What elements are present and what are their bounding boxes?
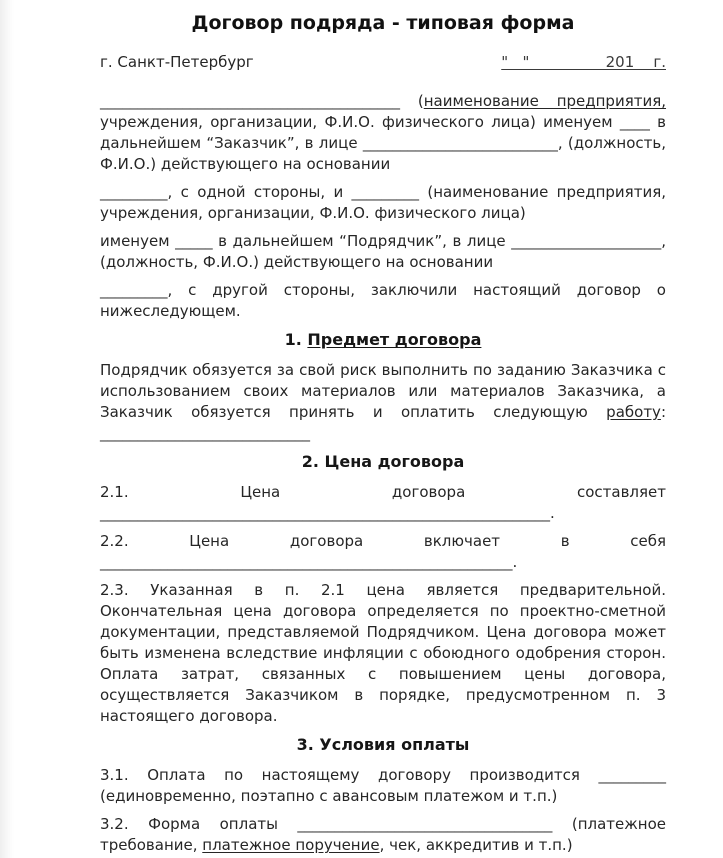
blank-line: ____: [619, 113, 650, 131]
clause-2-3-paragraph: 2.3. Указанная в п. 2.1 цена является предварительной. Окончательная цена договора определяется по проектно-сметной документации, представляемой Подрядчиком. Цена договора может быть изменена вследствие инфляции с обоюдного одобрения сторон. Оплата затрат, связанных с повышением цены договора, осуществляется Заказчиком в порядке, предусмотренном п. 3 настоящего договора.: [100, 581, 666, 725]
blank-line: ____________________: [511, 232, 662, 250]
text-segment: (наименование предприятия, учреждения, организации, Ф.И.О. физического лица): [100, 183, 666, 222]
text-segment: (единовременно, поэтапно с авансовым платежом и т.п.): [100, 787, 558, 805]
preamble-contractor-paragraph: [100, 231, 666, 273]
blank-line: _________: [100, 281, 168, 299]
preamble-customer-paragraph: [100, 91, 666, 175]
text-segment: 2.2. Цена договора включает в себя: [100, 532, 666, 550]
blank-line: _____: [175, 232, 213, 250]
text-segment: , (должность, Ф.И.О.) действующего на основании: [100, 134, 666, 173]
text-segment: , (должность, Ф.И.О.) действующего на основании: [100, 232, 666, 271]
section-1-heading: [100, 329, 666, 350]
text-segment: (: [400, 92, 424, 110]
preamble-conclusion-paragraph: [100, 280, 666, 322]
city-label: г. Санкт-Петербург: [100, 53, 254, 71]
section-number: 1.: [284, 330, 302, 349]
blank-line: __________________________: [362, 134, 558, 152]
section-title-underlined: Предмет договора: [307, 330, 482, 349]
text-segment: 2.1. Цена договора составляет: [100, 483, 666, 501]
blank-line: _________: [598, 766, 666, 784]
underlined-text: наименование предприятия,: [423, 92, 667, 110]
blank-line: ____________________________: [100, 424, 310, 442]
text-segment: .: [512, 553, 518, 571]
underlined-text: платежное поручение: [202, 836, 380, 854]
clause-3-2-paragraph: [100, 814, 666, 856]
blank-line: _________: [100, 183, 168, 201]
document-title: Договор подряда - типовая форма: [191, 12, 575, 34]
blank-line: _________: [351, 183, 420, 201]
text-segment: , с одной стороны, и: [167, 183, 352, 201]
text-segment: , чек, аккредитив и т.п.): [379, 836, 573, 854]
blank-line: __________________________________: [297, 815, 553, 833]
clause-2-1-paragraph: [100, 482, 666, 524]
text-segment: именуем: [100, 232, 176, 250]
scan-edge-artifact: [0, 0, 14, 858]
text-segment: в дальнейшем “Подрядчик”, в лице: [212, 232, 512, 250]
text-segment: учреждения, организации, Ф.И.О. физического лица) именуем: [100, 113, 620, 131]
blank-line: ________________________________________: [100, 92, 400, 110]
section-3-heading: 3. Условия оплаты: [296, 735, 470, 754]
text-segment: .: [550, 504, 555, 522]
clause-3-1-paragraph: [100, 765, 666, 807]
blank-line: _______________________________________________________: [100, 553, 513, 571]
text-segment: :: [660, 403, 666, 421]
section-1-paragraph: [100, 360, 666, 444]
text-segment: в дальнейшем “Заказчик”, в лице: [100, 113, 666, 152]
date-blank-line: " " 201 г.: [501, 53, 666, 71]
text-segment: 3.2. Форма оплаты: [100, 815, 298, 833]
text-segment: , с другой стороны, заключили настоящий договор о нижеследующем.: [100, 281, 666, 320]
header-row: [100, 52, 666, 73]
text-segment: (платежное требование,: [100, 815, 666, 854]
text-segment: Подрядчик обязуется за свой риск выполнить по заданию Заказчика с использованием своих материалов или материалов Заказчика, а Заказчик обязуется принять и оплатить следующую: [100, 361, 666, 421]
underlined-text: работу: [606, 403, 661, 421]
clause-2-2-paragraph: [100, 531, 666, 573]
text-segment: 3.1. Оплата по настоящему договору производится: [100, 766, 599, 784]
preamble-first-party-paragraph: [100, 182, 666, 224]
section-2-heading: 2. Цена договора: [301, 452, 465, 471]
blank-line: ____________________________________________________________: [100, 504, 550, 522]
